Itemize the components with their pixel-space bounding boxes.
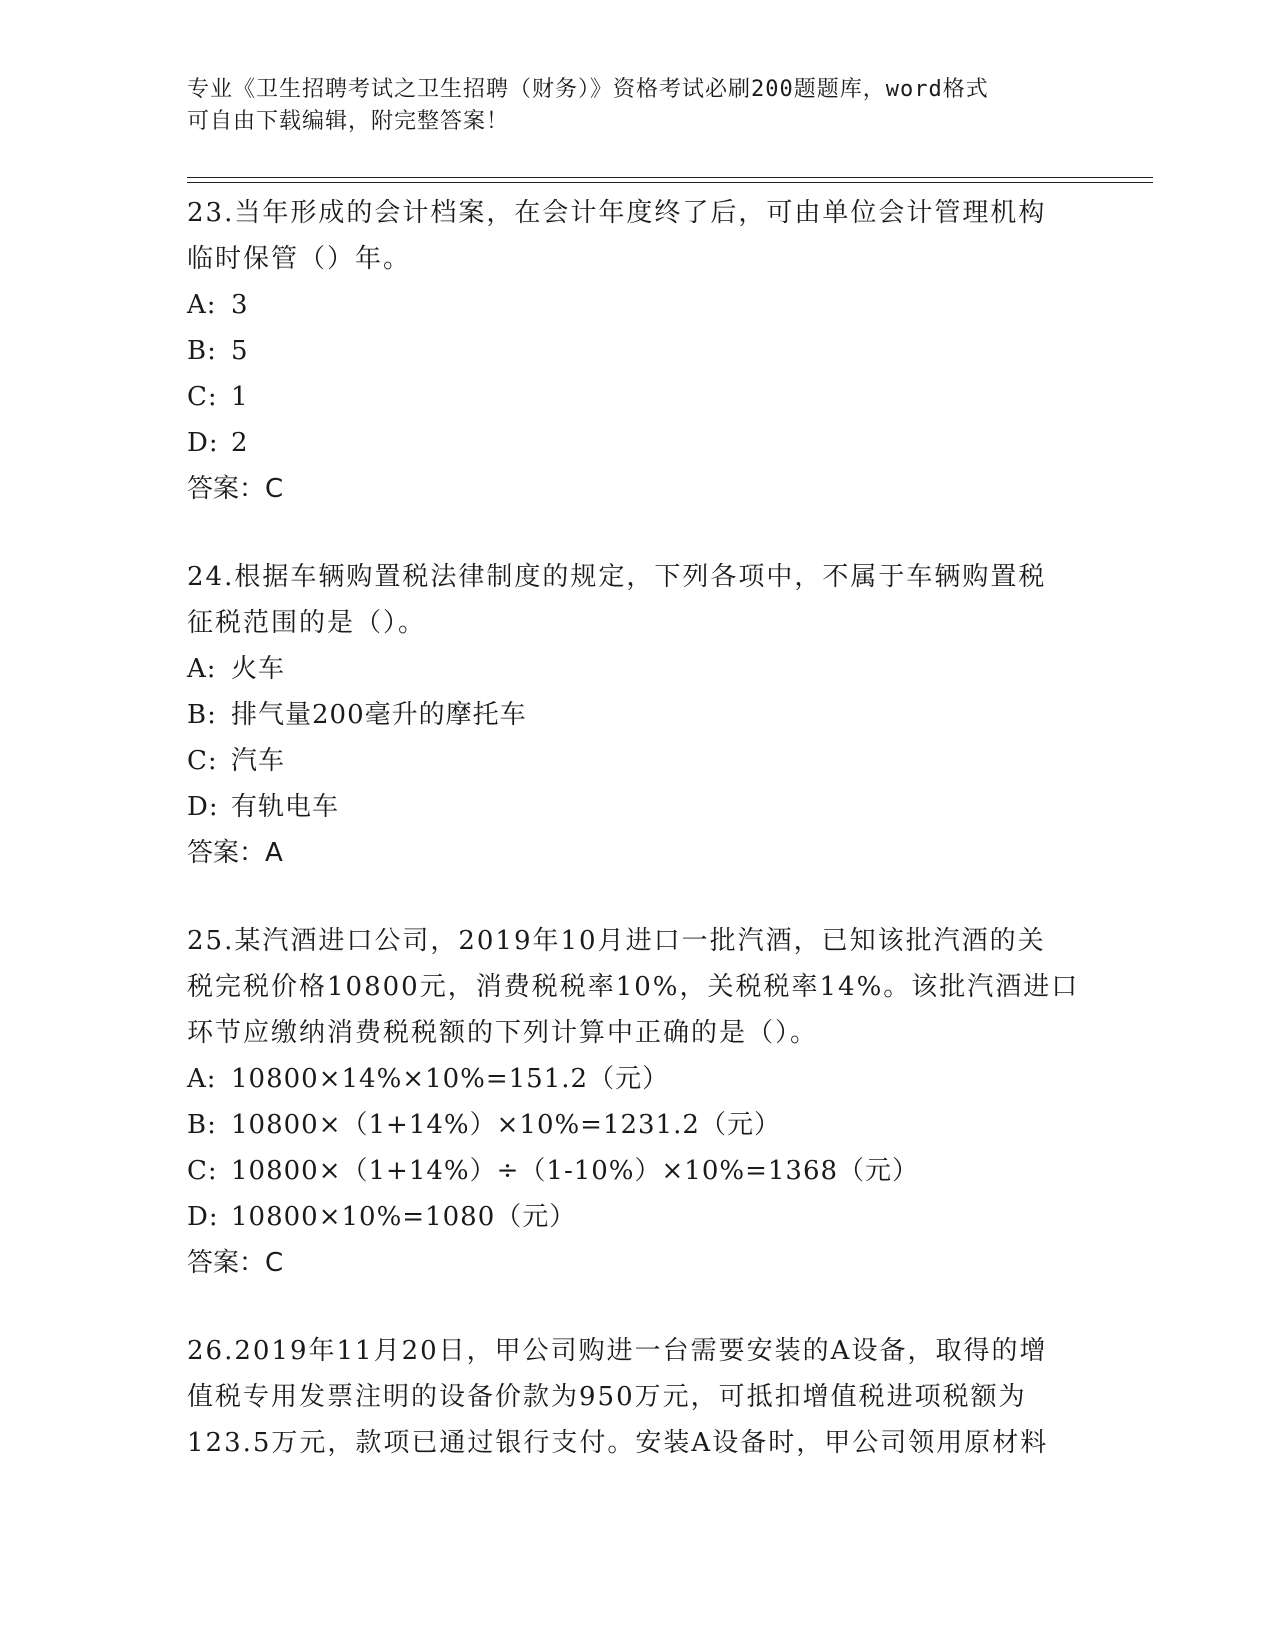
option-text: 2 [231,428,249,458]
option-letter: C: [187,746,218,776]
question-text-line: 临时保管（）年。 [187,244,412,274]
option-text: 10800×10%=1080（元） [231,1202,577,1232]
option-letter: B: [187,336,217,366]
answer-line: 答案：C [187,474,284,504]
option-b [187,692,1087,738]
option-text: 10800×（1+14%）÷（1-10%）×10%=1368（元） [231,1156,920,1186]
header-line-1: 专业《卫生招聘考试之卫生招聘（财务）》资格考试必刷200题题库，word格式 [187,77,989,102]
header-rule-top [187,177,1153,178]
option-text: 5 [231,336,249,366]
question-24 [187,554,1087,876]
option-a [187,282,1087,328]
option-b [187,328,1087,374]
option-letter: A: [187,654,217,684]
question-spacer [187,1286,1087,1328]
option-text: 10800×（1+14%）×10%=1231.2（元） [231,1110,781,1140]
option-d [187,1194,1087,1240]
option-text: 汽车 [231,746,286,776]
header-line-2: 可自由下载编辑，附完整答案！ [187,109,510,134]
answer-line: 答案：A [187,838,283,868]
option-letter: A: [187,1064,217,1094]
document-body [187,190,1087,1466]
question-text-line: 26.2019年11月20日，甲公司购进一台需要安装的A设备，取得的增 [187,1336,1048,1366]
option-c [187,374,1087,420]
option-d [187,784,1087,830]
option-letter: C: [187,382,218,412]
option-letter: C: [187,1156,218,1186]
option-text: 有轨电车 [231,792,340,822]
question-25 [187,918,1087,1286]
option-letter: A: [187,290,217,320]
option-letter: B: [187,1110,217,1140]
option-letter: D: [187,792,219,822]
option-letter: D: [187,428,219,458]
question-text-line: 税完税价格10800元，消费税税率10%，关税税率14%。该批汽酒进口 [187,972,1080,1002]
question-text-line: 23.当年形成的会计档案，在会计年度终了后，可由单位会计管理机构 [187,198,1047,228]
option-letter: D: [187,1202,219,1232]
option-text: 排气量200毫升的摩托车 [231,700,527,730]
option-letter: B: [187,700,217,730]
question-26 [187,1328,1087,1466]
option-a [187,1056,1087,1102]
option-text: 3 [231,290,249,320]
question-text-line: 征税范围的是（）。 [187,608,427,638]
option-b [187,1102,1087,1148]
document-header [187,74,1067,138]
question-text-line: 值税专用发票注明的设备价款为950万元，可抵扣增值税进项税额为 [187,1382,1027,1412]
option-c [187,1148,1087,1194]
question-text-line: 123.5万元，款项已通过银行支付。安装A设备时，甲公司领用原材料 [187,1428,1049,1458]
header-rule-bottom [187,182,1153,183]
option-d [187,420,1087,466]
question-spacer [187,512,1087,554]
question-23 [187,190,1087,512]
option-a [187,646,1087,692]
option-text: 10800×14%×10%=151.2（元） [231,1064,670,1094]
option-c [187,738,1087,784]
question-spacer [187,876,1087,918]
question-text-line: 25.某汽酒进口公司，2019年10月进口一批汽酒，已知该批汽酒的关 [187,926,1046,956]
answer-line: 答案：C [187,1248,284,1278]
option-text: 1 [231,382,249,412]
option-text: 火车 [231,654,286,684]
question-text-line: 24.根据车辆购置税法律制度的规定，下列各项中，不属于车辆购置税 [187,562,1047,592]
question-text-line: 环节应缴纳消费税税额的下列计算中正确的是（）。 [187,1018,819,1048]
